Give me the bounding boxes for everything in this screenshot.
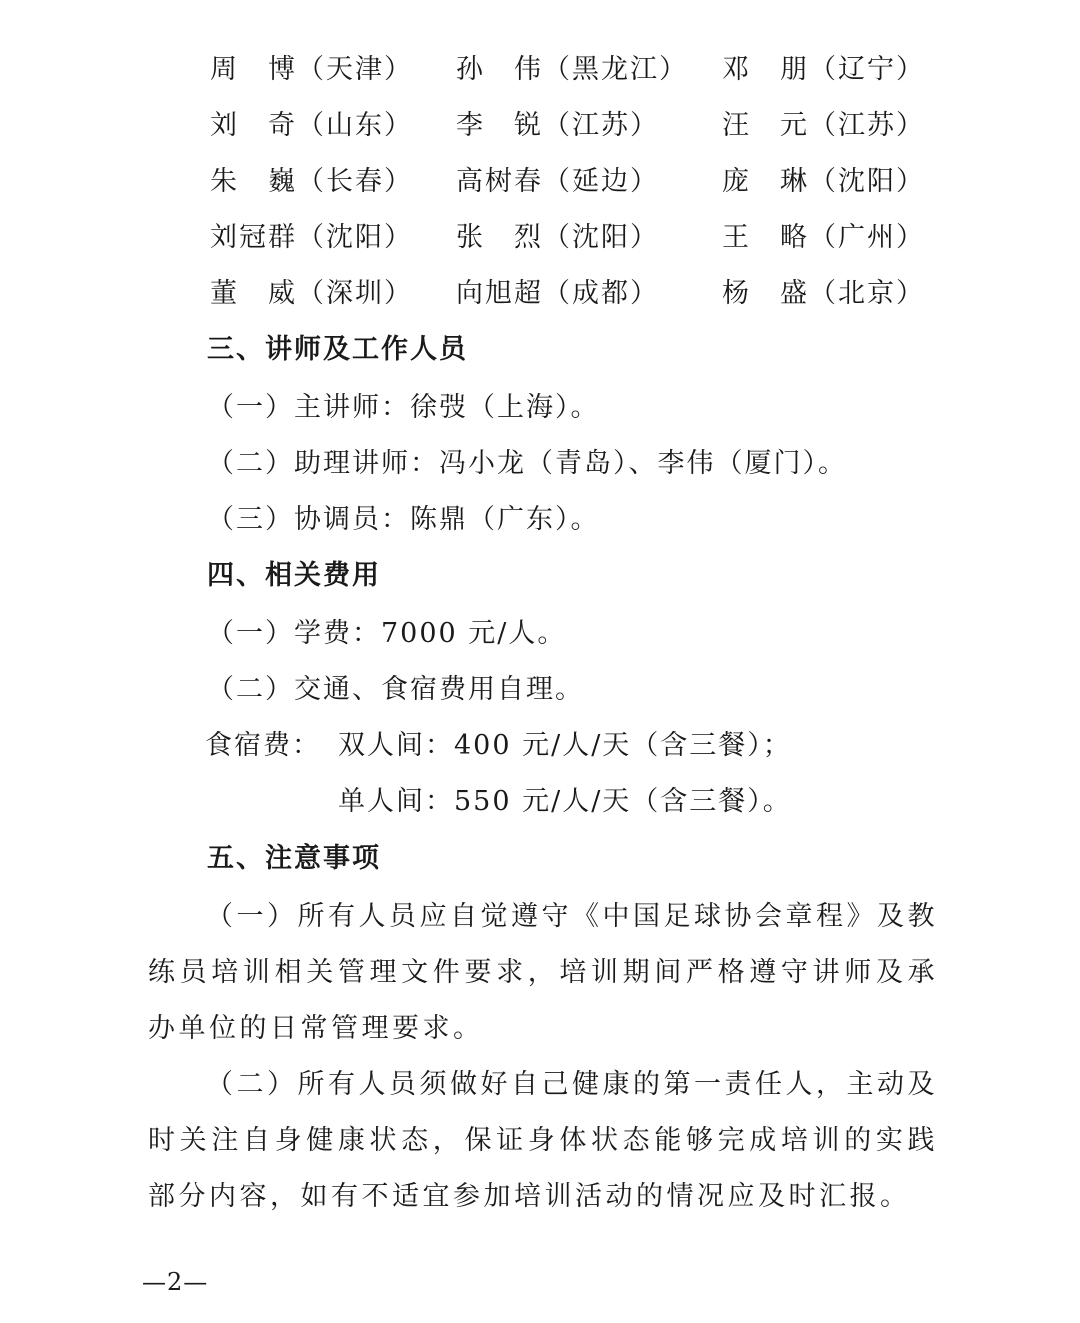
roster-name: 周 博（天津） xyxy=(210,54,413,85)
roster-name: 汪 元（江苏） xyxy=(722,110,925,141)
roster-name: 向旭超（成都） xyxy=(456,278,659,309)
roster-name: 邓 朋（辽宁） xyxy=(722,54,925,85)
section-heading-instructors: 三、讲师及工作人员 xyxy=(207,334,468,365)
lodging-label: 食宿费： xyxy=(205,730,321,761)
list-item: （一）学费：7000 元/人。 xyxy=(207,618,567,649)
lodging-line: 双人间：400 元/人/天（含三餐）； xyxy=(338,730,792,761)
roster-name: 孙 伟（黑龙江） xyxy=(456,54,688,85)
roster-name: 李 锐（江苏） xyxy=(456,110,659,141)
roster-row xyxy=(0,154,1080,210)
roster-name: 高树春（延边） xyxy=(456,166,659,197)
roster-name: 刘 奇（山东） xyxy=(210,110,413,141)
list-item: （一）主讲师：徐弢（上海）。 xyxy=(207,392,600,423)
list-item: （二）交通、食宿费用自理。 xyxy=(207,674,584,705)
lodging-line: 单人间：550 元/人/天（含三餐）。 xyxy=(338,786,792,817)
roster-name: 王 略（广州） xyxy=(722,222,925,253)
roster-name: 杨 盛（北京） xyxy=(722,278,925,309)
section-heading-fees: 四、相关费用 xyxy=(207,560,381,591)
roster-row xyxy=(0,42,1080,98)
roster-name: 刘冠群（沈阳） xyxy=(210,222,413,253)
roster-name: 张 烈（沈阳） xyxy=(456,222,659,253)
list-item: （三）协调员：陈鼎（广东）。 xyxy=(207,504,600,535)
list-item: （二）助理讲师：冯小龙（青岛）、李伟（厦门）。 xyxy=(207,448,847,479)
paragraph: （一）所有人员应自觉遵守《中国足球协会章程》及教练员培训相关管理文件要求，培训期间严格遵守讲师及承办单位的日常管理要求。 xyxy=(148,901,938,1044)
roster-row xyxy=(0,98,1080,154)
roster-name: 朱 巍（长春） xyxy=(210,166,413,197)
roster-row xyxy=(0,266,1080,322)
section-heading-notes: 五、注意事项 xyxy=(207,843,381,874)
roster-row xyxy=(0,210,1080,266)
roster-name: 董 威（深圳） xyxy=(210,278,413,309)
page-number: —2— xyxy=(142,1268,209,1296)
roster-name: 庞 琳（沈阳） xyxy=(722,166,925,197)
paragraph: （二）所有人员须做好自己健康的第一责任人，主动及时关注自身健康状态，保证身体状态能够完成培训的实践部分内容，如有不适宜参加培训活动的情况应及时汇报。 xyxy=(148,1069,938,1212)
